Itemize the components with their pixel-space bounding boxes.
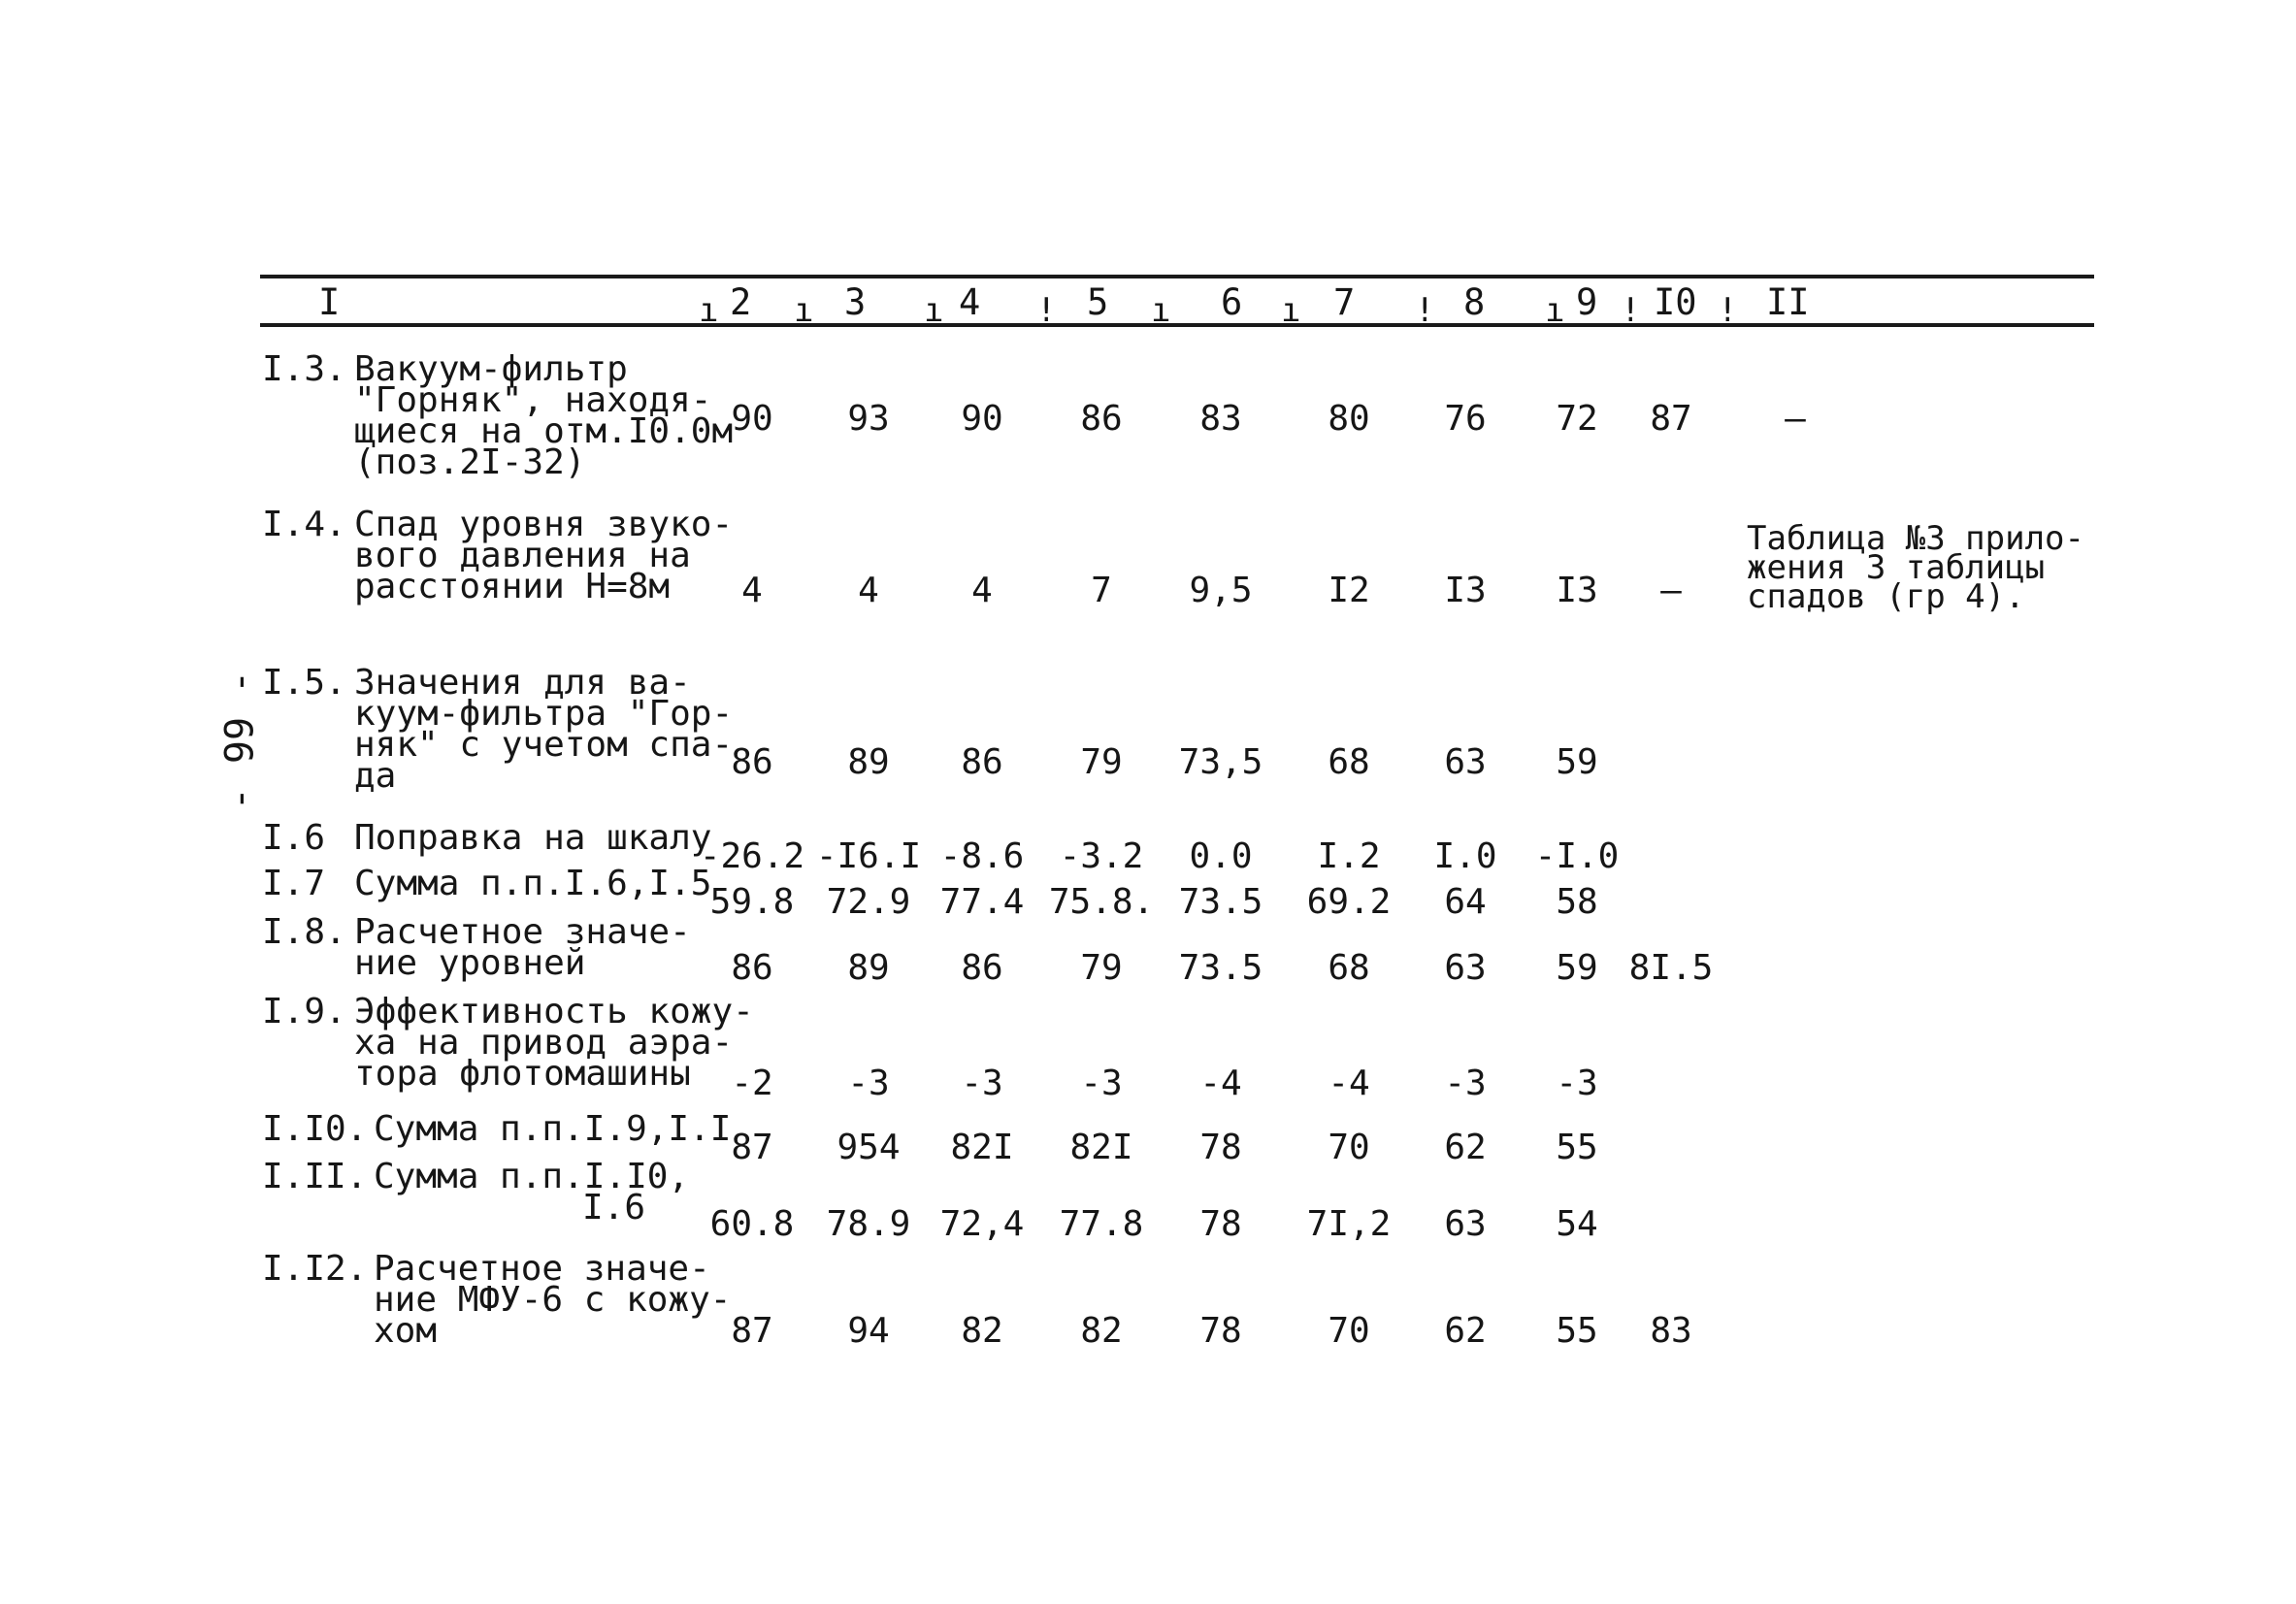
header-separator: ı [924, 291, 944, 330]
table-cell: 78 [1199, 1204, 1242, 1244]
table-cell: I2 [1328, 571, 1370, 610]
table-cell: I3 [1556, 571, 1598, 610]
table-cell: 79 [1080, 742, 1123, 782]
row-number: I.9. [262, 992, 346, 1031]
table-cell: 59 [1556, 948, 1598, 988]
header-separator: ı [1545, 291, 1565, 330]
table-cell: 7I,2 [1306, 1204, 1392, 1244]
header-col-6: 6 [1221, 281, 1243, 323]
table-cell: 75.8. [1048, 882, 1155, 922]
side-note-line: Таблица №3 прило- [1747, 519, 2084, 558]
table-cell: 87 [1650, 399, 1692, 439]
table-cell: 82I [950, 1128, 1014, 1167]
table-cell: 62 [1444, 1128, 1487, 1167]
row-label-line: Эффективность кожу- [354, 992, 754, 1031]
header-col-8: 8 [1463, 281, 1486, 323]
table-cell: I.0 [1433, 836, 1497, 876]
header-col-9: 9 [1576, 281, 1598, 323]
row-number: I.I0. [262, 1109, 368, 1149]
row-label-line: ха на привод аэра- [354, 1023, 734, 1063]
table-cell: 89 [847, 742, 890, 782]
table-cell: 73.5 [1178, 948, 1263, 988]
table-cell: 0.0 [1189, 836, 1253, 876]
row-label-line: Сумма п.п.I.6,I.5 [354, 864, 712, 903]
row-label-line: да [354, 756, 397, 796]
header-separator: ı [1151, 291, 1171, 330]
table-cell: 82 [961, 1311, 1003, 1351]
row-label-line: Спад уровня звуко- [354, 505, 734, 544]
header-col-2: 2 [730, 281, 752, 323]
row-label-line: Расчетное значе- [374, 1249, 710, 1289]
row-label-line: (поз.2I-32) [354, 442, 586, 482]
header-separator: ! [1036, 291, 1057, 330]
row-label-line: хом [374, 1311, 438, 1351]
row-number: I.II. [262, 1157, 368, 1196]
table-cell: 54 [1556, 1204, 1598, 1244]
header-separator: ı [699, 291, 719, 330]
table-cell: 78.9 [826, 1204, 911, 1244]
table-cell: 82I [1069, 1128, 1133, 1167]
header-col-4: 4 [959, 281, 981, 323]
row-label-line: ние уровней [354, 943, 586, 983]
table-cell: 82 [1080, 1311, 1123, 1351]
header-col-3: 3 [844, 281, 867, 323]
table-cell: 63 [1444, 742, 1487, 782]
side-note-line: жения 3 таблицы [1747, 548, 2046, 587]
header-col-11: II [1766, 281, 1810, 323]
row-number: I.6 [262, 818, 326, 858]
table-cell: I3 [1444, 571, 1487, 610]
table-cell: -3 [847, 1064, 890, 1103]
table-cell: 60.8 [709, 1204, 795, 1244]
page-number: - 99 - [217, 670, 263, 811]
row-number: I.I2. [262, 1249, 368, 1289]
row-label-line: няк" с учетом спа- [354, 725, 734, 765]
table-top-rule [260, 275, 2094, 278]
table-cell: 78 [1199, 1311, 1242, 1351]
table-header-rule [260, 323, 2094, 327]
table-cell: 72 [1556, 399, 1598, 439]
row-label-line: I.6 [582, 1188, 646, 1228]
row-number: I.8. [262, 912, 346, 952]
table-cell: -I6.I [815, 836, 922, 876]
table-cell: 90 [961, 399, 1003, 439]
table-cell: 7 [1091, 571, 1112, 610]
table-cell: -3 [1444, 1064, 1487, 1103]
table-cell: 86 [731, 948, 773, 988]
side-note-line: спадов (гр 4). [1747, 577, 2025, 616]
table-cell: 70 [1328, 1128, 1370, 1167]
row-number: I.7 [262, 864, 326, 903]
table-cell: -26.2 [699, 836, 805, 876]
header-col-1: I [318, 281, 341, 323]
row-number: I.5. [262, 663, 346, 703]
table-cell: 90 [731, 399, 773, 439]
table-cell: 63 [1444, 1204, 1487, 1244]
table-cell: 68 [1328, 742, 1370, 782]
header-col-7: 7 [1333, 281, 1356, 323]
header-separator: ! [1415, 291, 1435, 330]
header-separator: ! [1718, 291, 1738, 330]
row-label-line: куум-фильтра "Гор- [354, 694, 734, 734]
row-label-line: Сумма п.п.I.I0, [374, 1157, 690, 1196]
row-label-line: вого давления на [354, 536, 691, 575]
table-cell: 59 [1556, 742, 1598, 782]
table-cell: -2 [731, 1064, 773, 1103]
header-separator: ! [1621, 291, 1641, 330]
row-number: I.3. [262, 349, 346, 389]
table-cell: 70 [1328, 1311, 1370, 1351]
table-cell: 79 [1080, 948, 1123, 988]
header-col-10: I0 [1654, 281, 1697, 323]
table-cell: 78 [1199, 1128, 1242, 1167]
table-cell: 77.8 [1059, 1204, 1144, 1244]
table-cell: 86 [731, 742, 773, 782]
table-cell: 87 [731, 1128, 773, 1167]
table-cell: -4 [1199, 1064, 1242, 1103]
side-note [1747, 519, 2084, 616]
table-cell: 83 [1199, 399, 1242, 439]
table-cell: 4 [858, 571, 879, 610]
table-cell: 86 [961, 948, 1003, 988]
table-cell: 954 [836, 1128, 901, 1167]
table-cell: 4 [741, 571, 763, 610]
table-cell: -I.0 [1534, 836, 1620, 876]
table-cell: 86 [1080, 399, 1123, 439]
table-cell: -3 [1080, 1064, 1123, 1103]
header-separator: ı [1281, 291, 1301, 330]
row-label-line: Расчетное значе- [354, 912, 691, 952]
table-cell: 77.4 [939, 882, 1025, 922]
header-separator: ı [794, 291, 814, 330]
table-cell: 76 [1444, 399, 1487, 439]
table-cell: 94 [847, 1311, 890, 1351]
header-col-5: 5 [1087, 281, 1109, 323]
table-cell: 63 [1444, 948, 1487, 988]
table-cell: 68 [1328, 948, 1370, 988]
table-cell: 4 [971, 571, 993, 610]
table-cell: – [1785, 399, 1806, 439]
table-cell: 55 [1556, 1311, 1598, 1351]
table-cell: 62 [1444, 1311, 1487, 1351]
table-cell: 80 [1328, 399, 1370, 439]
table-cell: 72.9 [826, 882, 911, 922]
table-cell: 55 [1556, 1128, 1598, 1167]
table-cell: 64 [1444, 882, 1487, 922]
table-cell: -3 [961, 1064, 1003, 1103]
table-cell: 9,5 [1189, 571, 1253, 610]
table-cell: 73.5 [1178, 882, 1263, 922]
table-cell: -4 [1328, 1064, 1370, 1103]
row-label-line: тора флотомашины [354, 1054, 691, 1094]
table-cell: 58 [1556, 882, 1598, 922]
table-cell: -3 [1556, 1064, 1598, 1103]
table-cell: 72,4 [939, 1204, 1025, 1244]
table-cell: -8.6 [939, 836, 1025, 876]
table-cell: 83 [1650, 1311, 1692, 1351]
row-label-line: Значения для ва- [354, 663, 691, 703]
row-label-line: "Горняк", находя- [354, 380, 712, 420]
table-cell: 73,5 [1178, 742, 1263, 782]
row-label-line: щиеся на отм.I0.0м [354, 411, 734, 451]
table-cell: 69.2 [1306, 882, 1392, 922]
row-label-line: Поправка на шкалу [354, 818, 712, 858]
row-number: I.4. [262, 505, 346, 544]
table-cell: 89 [847, 948, 890, 988]
table-cell: – [1660, 571, 1682, 610]
table-cell: 86 [961, 742, 1003, 782]
table-cell: 87 [731, 1311, 773, 1351]
row-label-line: ние МФУ-6 с кожу- [374, 1280, 732, 1320]
table-cell: 93 [847, 399, 890, 439]
row-label-line: Сумма п.п.I.9,I.I [374, 1109, 732, 1149]
table-cell: 8I.5 [1628, 948, 1714, 988]
row-label-line: расстоянии Н=8м [354, 567, 671, 606]
table-cell: 59.8 [709, 882, 795, 922]
row-label-line: Вакуум-фильтр [354, 349, 628, 389]
table-cell: -3.2 [1059, 836, 1144, 876]
table-cell: I.2 [1317, 836, 1381, 876]
